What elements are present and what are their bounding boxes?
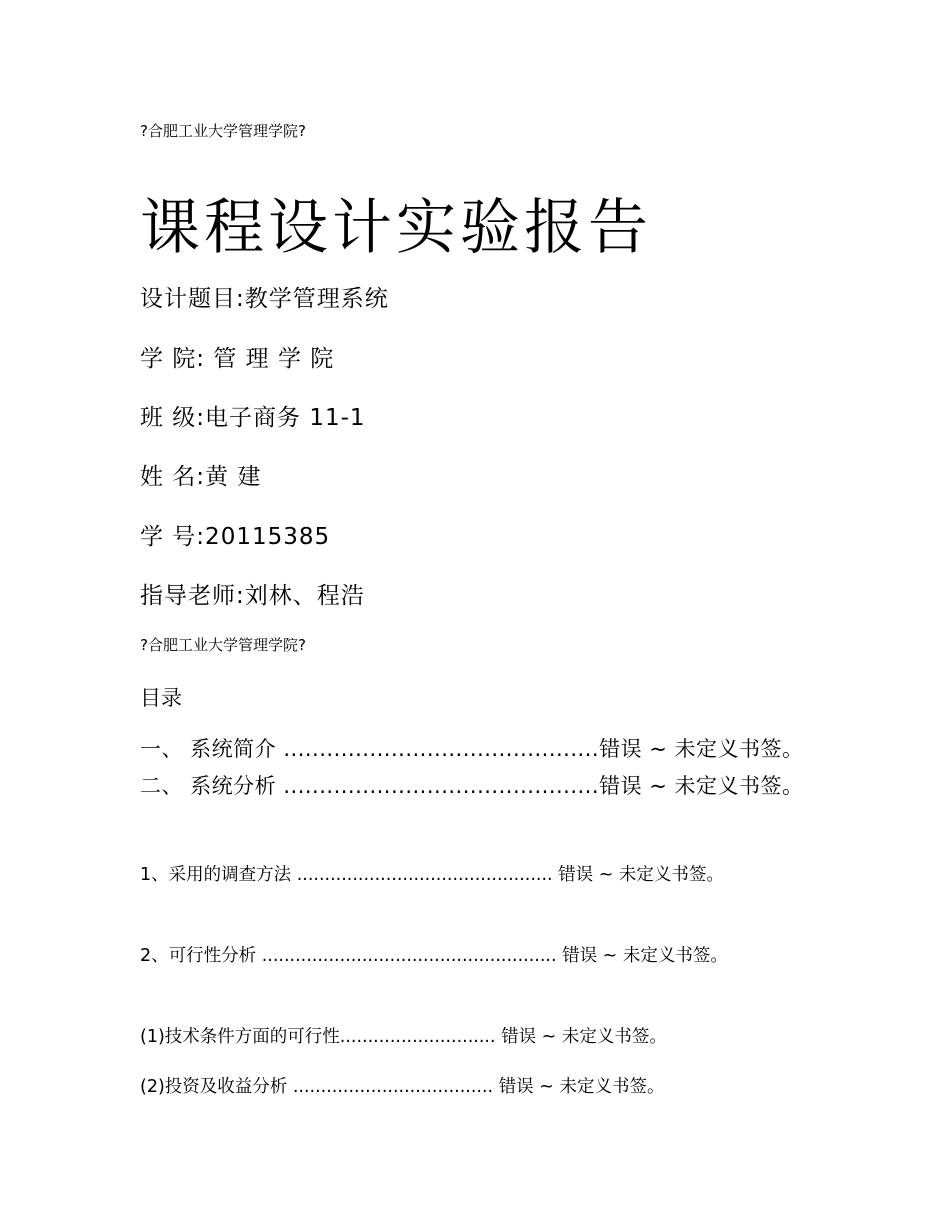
class-field: 班 级:电子商务 11-1 [140,405,366,431]
report-title: 课程设计实验报告 [140,193,652,263]
toc-entry-2-1[interactable]: 1、采用的调查方法 .............................................. 错误 ~ 未定义书签。 [140,865,724,885]
school-header-bottom: ?合肥工业大学管理学院? [140,636,306,654]
toc-heading: 目录 [140,686,182,710]
toc-entry-1-2[interactable]: 一、 系统简介 ............................................错误 ~ 未定义书签。 二、 系统分析 ............................................错误 ~ 未定义书签。 [140,737,804,798]
toc-entry-2-2[interactable]: 2、可行性分析 ..................................................... 错误 ~ 未定义书签。 [140,946,728,966]
name-field: 姓 名:黄 建 [140,464,262,490]
school-header-top: ?合肥工业大学管理学院? [140,122,306,140]
toc-entry-2-2-2[interactable]: (2)投资及收益分析 .................................... 错误 ~ 未定义书签。 [140,1077,665,1097]
college-field: 学 院: 管 理 学 院 [140,346,335,372]
student-id-field: 学 号:20115385 [140,524,331,550]
advisors-field: 指导老师:刘林、程浩 [140,583,365,609]
toc-entry-2-2-1[interactable]: (1)技术条件方面的可行性............................ 错误 ~ 未定义书签。 [140,1027,667,1047]
design-topic: 设计题目:教学管理系统 [140,286,389,312]
